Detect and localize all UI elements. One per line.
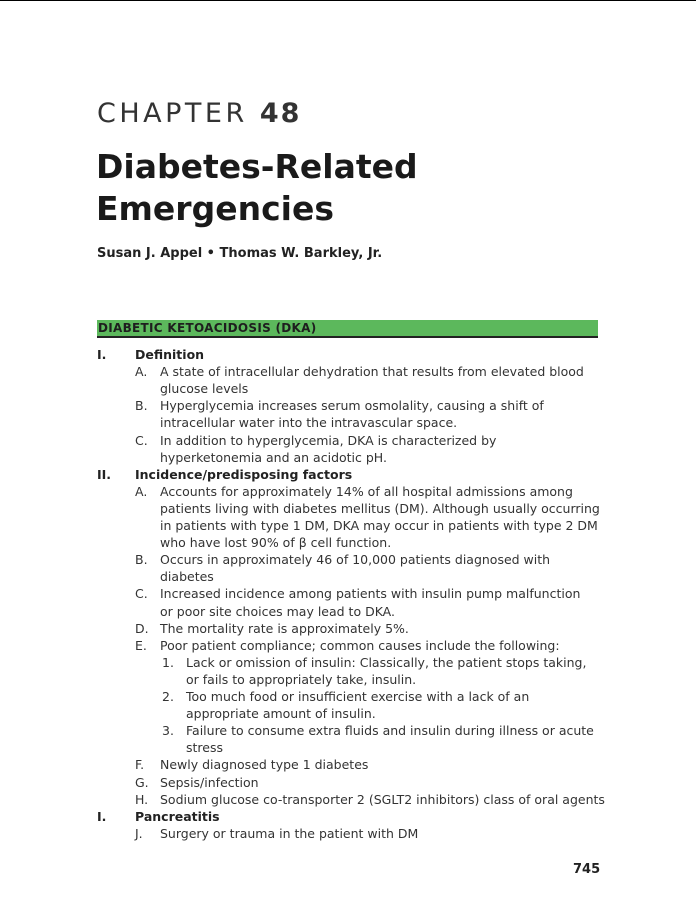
- section-heading: DIABETIC KETOACIDOSIS (DKA): [98, 321, 317, 335]
- chapter-title: [96, 146, 616, 230]
- outline-text: Definition: [135, 347, 205, 362]
- outline-marker: H.: [135, 791, 149, 807]
- outline-text: stress: [186, 740, 223, 756]
- chapter-number: 48: [259, 98, 302, 129]
- chapter-title-line-2: Emergencies: [96, 189, 334, 228]
- outline-text: or fails to appropriately take, insulin.: [186, 671, 417, 687]
- outline-text: in patients with type 1 DM, DKA may occur in patients with type 2 DM: [160, 518, 598, 533]
- page-number: 745: [573, 862, 601, 877]
- outline-marker: I.: [97, 347, 107, 362]
- outline-text: intracellular water into the intravascular space.: [160, 415, 458, 431]
- authors: Susan J. Appel • Thomas W. Barkley, Jr.: [97, 246, 383, 261]
- outline-text: Sepsis/infection: [160, 774, 259, 790]
- outline-text: Increased incidence among patients with insulin pump malfunction: [160, 586, 581, 602]
- outline-text: who have lost 90% of β cell function.: [160, 535, 392, 551]
- section-heading-bar: [97, 320, 598, 338]
- outline-text: glucose levels: [160, 381, 249, 397]
- outline-text: Hyperglycemia increases serum osmolality, causing a shift of: [160, 398, 544, 414]
- top-rule: [0, 0, 696, 1]
- outline-text: Sodium glucose co-transporter 2 (SGLT2 inhibitors) class of oral agents: [160, 791, 605, 807]
- outline-marker: 3.: [162, 723, 174, 739]
- outline-text: Pancreatitis: [135, 808, 220, 824]
- outline-text: hyperketonemia and an acidotic pH.: [160, 449, 387, 465]
- outline-marker: 1.: [162, 654, 174, 670]
- outline-text: Newly diagnosed type 1 diabetes: [160, 757, 369, 773]
- chapter-word: CHAPTER: [97, 98, 248, 129]
- outline-text: Occurs in approximately 46 of 10,000 patients diagnosed with: [160, 552, 551, 568]
- outline-marker: J.: [135, 825, 143, 841]
- outline-marker: C.: [135, 586, 148, 602]
- outline-marker: B.: [135, 552, 148, 568]
- outline-text: patients living with diabetes mellitus (DM). Although usually occurring: [160, 500, 600, 516]
- outline-text: Accounts for approximately 14% of all hospital admissions among: [160, 483, 573, 499]
- outline-text: A state of intracellular dehydration that results from elevated blood: [160, 364, 584, 380]
- outline-marker: A.: [135, 364, 148, 380]
- outline-marker: G.: [135, 774, 149, 790]
- outline-text: The mortality rate is approximately 5%.: [160, 620, 409, 636]
- outline-text: Incidence/predisposing factors: [135, 466, 353, 482]
- outline-text: or poor site choices may lead to DKA.: [160, 603, 395, 619]
- chapter-title-line-1: Diabetes-Related: [96, 147, 418, 186]
- chapter-label: [97, 98, 301, 129]
- outline-marker: A.: [135, 483, 148, 499]
- outline-text: diabetes: [160, 569, 214, 585]
- outline-marker: C.: [135, 432, 148, 448]
- outline-text: Poor patient compliance; common causes include the following:: [160, 637, 560, 653]
- outline-marker: I.: [97, 808, 107, 824]
- outline-marker: F.: [135, 757, 145, 773]
- outline-marker: 2.: [162, 689, 174, 704]
- outline-text: appropriate amount of insulin.: [186, 706, 376, 722]
- outline-text: Surgery or trauma in the patient with DM: [160, 825, 419, 841]
- outline-text: Too much food or insufficient exercise with a lack of an: [186, 689, 530, 704]
- outline-marker: D.: [135, 620, 149, 636]
- outline-text: Failure to consume extra fluids and insulin during illness or acute: [186, 723, 594, 739]
- outline-marker: B.: [135, 398, 148, 414]
- outline-text: In addition to hyperglycemia, DKA is characterized by: [160, 432, 497, 448]
- outline-marker: II.: [97, 466, 112, 482]
- outline-text: Lack or omission of insulin: Classically, the patient stops taking,: [186, 654, 587, 670]
- outline-marker: E.: [135, 637, 147, 653]
